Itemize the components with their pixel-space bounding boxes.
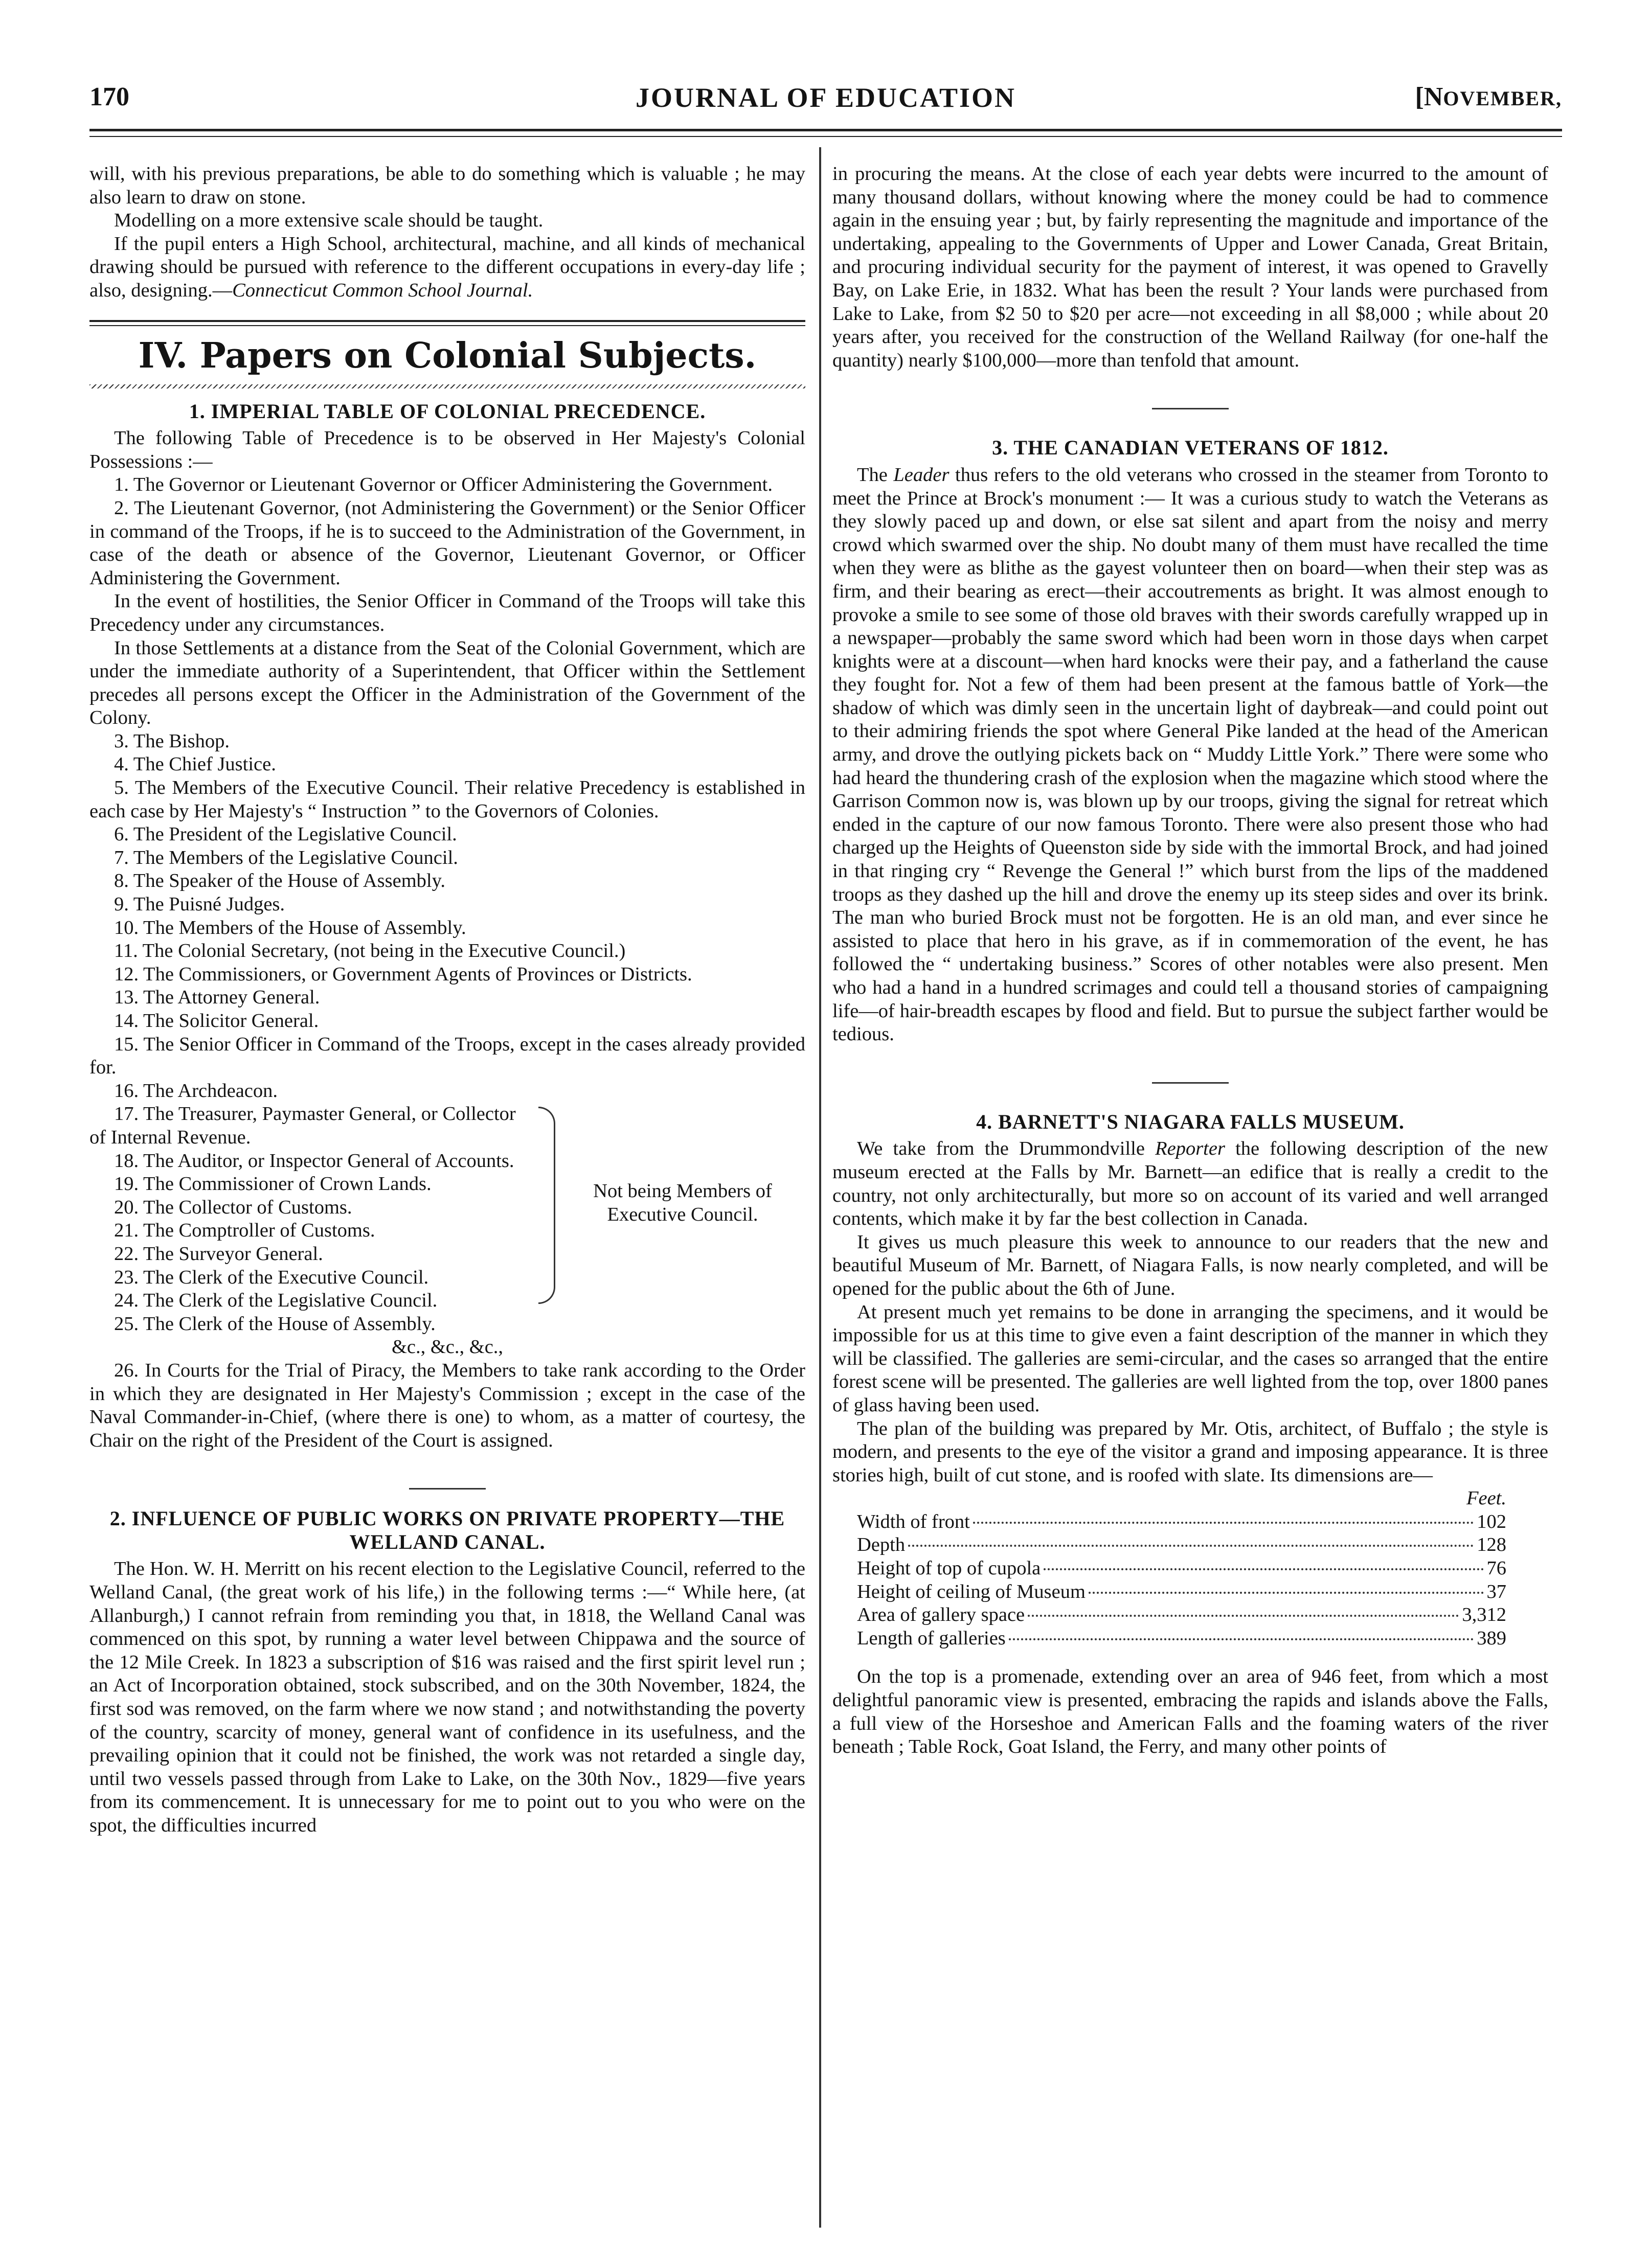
article-4-title: 4. BARNETT'S NIAGARA FALLS MUSEUM. xyxy=(976,1110,1405,1133)
article-3-text: thus refers to the old veterans who crossed in the steamer from Toronto to meet the Prince at Brock's monument :— It was a curious study to watch the Veterans as they slowly paced up and down, or else sat silent and apart from the noisy and merry crowd which swarmed over the ship. No doubt many of them must have recalled the time when they were as blithe as the gayest volunteer then on board—when their step was as firm, and their bearing as erect—their accoutrements as bright. It was almost enough to provoke a smile to see some of those old braves with their swords carefully wrapped up in a newspaper—probably the same sword which had been worn in those days when carpet knights were at a discount—when hard knocks were their pay, and a fatherland the cause they fought for. Not a few of them had been present at the famous battle of York—the shadow of which was dimly seen in the uncertain light of daybreak—and could point out to their admiring friends the spot where General Pike landed at the head of the American army, and drove the outlying pickets back on “ Muddy Little York.” There were some who had heard the thundering crash of the explosion when the magazine which stood where the Garrison Common now is, was blown up by our troops, giving the signal for retreat which ended in the capture of our now famous Toronto. There were also present those who had charged up the Heights of Queenston side by side with the immortal Brock, and had joined in that ringing cry “ Revenge the General !” which burst from the lips of the maddened troops as they dashed up the hill and drove the enemy up its steep sides and over its brink. The man who buried Brock must not be forgotten. He is an old man, and ever since he assisted to place that hero in his grave, as if in commemoration of the event, he has followed the “ undertaking business.” Scores of other notables were also present. Men who had a hand in a hundred scrimages and could tell a thousand stories of campaigning life—of hair-breadth escapes by flood and field. But to pursue the subject farther would be tedious. xyxy=(832,464,1548,1045)
reporter-newspaper-name: Reporter xyxy=(1155,1138,1225,1160)
article-4-paragraph-5: On the top is a promenade, extending over an area of 946 feet, from which a most delightful panoramic view is presented, embracing the rapids and islands above the Falls, a full view of the Horseshoe and American Falls and the foaming waters of the river beneath ; Table Rock, Goat Island, the Ferry, and many other points of xyxy=(832,1666,1548,1758)
bracketed-precedence-group xyxy=(89,1103,805,1266)
article-1-paragraph: 5. The Members of the Executive Council. Their relative Precedency is established in each case by Her Majesty's “ Instruction ” to the Governors of Colonies. xyxy=(89,777,805,822)
article-1-paragraph: 1. The Governor or Lieutenant Governor or Officer Administering the Government. xyxy=(114,474,773,496)
article-1-paragraph: 13. The Attorney General. xyxy=(114,987,320,1009)
article-2-title: 2. INFLUENCE OF PUBLIC WORKS ON PRIVATE PROPERTY—THE WELLAND CANAL. xyxy=(109,1507,785,1553)
dimensions-table xyxy=(857,1487,1506,1650)
dimension-value: 37 xyxy=(1486,1580,1506,1602)
bracketed-item: 18. The Auditor, or Inspector General of Accounts. xyxy=(114,1150,514,1172)
dimension-row xyxy=(857,1627,1506,1651)
etc-line: &c., &c., &c., xyxy=(391,1336,504,1358)
article-4-paragraph-4: The plan of the building was prepared by Mr. Otis, architect, of Buffalo ; the style is modern, and presents to the eye of the visitor a grand and imposing appearance. It is three stories high, built of cut stone, and is roofed with slate. Its dimensions are— xyxy=(832,1417,1548,1486)
issue-month xyxy=(1415,82,1562,112)
article-2-continued: in procuring the means. At the close of each year debts were incurred to the amount of many thousand dollars, without knowing where the money could be had to commence again in the ensuing year ; but, by fairly representing the magnitude and importance of the undertaking, appealing to the Governments of Upper and Lower Canada, Great Britain, and procuring individual security for the payment of interest, it was opened to Gravelly Bay, on Lake Erie, in 1832. What has been the result ? Your lands were purchased from Lake to Lake, from $2 50 to $20 per acre—not exceeding in all $8,000 ; while about 20 years after, you received for the construction of the Welland Railway (for one-half the quantity) nearly $100,000—more than tenfold that amount. xyxy=(832,163,1548,371)
article-1-paragraph: 3. The Bishop. xyxy=(114,730,230,752)
bracket-note: Not being Members of Executive Council. xyxy=(593,1180,772,1226)
page-number: 170 xyxy=(89,82,129,111)
article-4-lead: We take from the Drummondville xyxy=(857,1138,1156,1160)
article-3-paragraph xyxy=(832,464,1548,1046)
article-4-paragraph-3: At present much yet remains to be done in arranging the specimens, and it would be impossible for us at this time to give even a faint description of the manner in which they will be classified. The galleries are semi-circular, and the cases so arranged that the entire forest scene will be presented. The galleries are well lighted from the top, over 1800 panes of glass having been used. xyxy=(832,1301,1548,1416)
dimension-row xyxy=(857,1533,1506,1557)
article-1-paragraph: 15. The Senior Officer in Command of the Troops, except in the cases already provided for. xyxy=(89,1033,805,1079)
article-1-body xyxy=(89,427,805,1452)
article-1-paragraph: 23. The Clerk of the Executive Council. xyxy=(114,1266,429,1288)
dimension-value: 102 xyxy=(1477,1510,1506,1532)
bracketed-item: 22. The Surveyor General. xyxy=(114,1243,323,1265)
article-3-title: 3. THE CANADIAN VETERANS OF 1812. xyxy=(992,436,1389,460)
dimension-row xyxy=(857,1580,1506,1604)
dimension-row xyxy=(857,1557,1506,1580)
dimension-label: Width of front xyxy=(857,1510,970,1532)
article-1-closing: 26. In Courts for the Trial of Piracy, the Members to take rank according to the Order in which they are designated in Her Majesty's Commission ; except in the case of the Naval Commander-in-Chief, (where there is one) to whom, as a matter of courtesy, the Chair on the right of the President of the Court is assigned. xyxy=(89,1359,805,1451)
dimension-label: Height of top of cupola xyxy=(857,1557,1041,1579)
intro-paragraph-3 xyxy=(89,233,805,303)
article-4-paragraph-1 xyxy=(832,1137,1548,1230)
article-1-paragraph: 4. The Chief Justice. xyxy=(114,753,276,775)
article-1-paragraph: The following Table of Precedence is to be observed in Her Majesty's Colonial Possessions :— xyxy=(89,427,805,472)
dimensions-unit: Feet. xyxy=(1466,1487,1506,1509)
right-column xyxy=(832,163,1548,1759)
article-4-text: the following description of the new museum erected at the Falls by Mr. Barnett—an edifice that is really a credit to the country, not only architecturally, but more so on account of its varied and well arranged contents, which make it by far the best collection in Canada. xyxy=(832,1138,1548,1230)
bracketed-item: 21. The Comptroller of Customs. xyxy=(114,1220,375,1242)
dimension-value: 3,312 xyxy=(1462,1604,1506,1626)
article-1-paragraph: 11. The Colonial Secretary, (not being in the Executive Council.) xyxy=(114,940,626,962)
intro-paragraph-1: will, with his previous preparations, be able to do something which is valuable ; he may also learn to draw on stone. xyxy=(89,163,805,208)
section-heading: IV. Papers on Colonial Subjects. xyxy=(138,335,757,376)
article-1-paragraph: 16. The Archdeacon. xyxy=(114,1080,278,1102)
dimension-label: Length of galleries xyxy=(857,1627,1006,1649)
article-3-lead: The xyxy=(857,464,894,486)
page-header xyxy=(89,82,1562,123)
article-1-paragraph: 24. The Clerk of the Legislative Council. xyxy=(114,1290,438,1312)
issue-month-smallcaps: OVEMBER, xyxy=(1443,87,1562,110)
intro-paragraph-2: Modelling on a more extensive scale should be taught. xyxy=(114,210,544,232)
dimension-label: Depth xyxy=(857,1534,906,1556)
intro-paragraph-3-text: If the pupil enters a High School, architectural, machine, and all kinds of mechanical drawing should be pursued with reference to the different occupations in every-day life ; also, designing.— xyxy=(89,233,805,301)
column-divider xyxy=(819,147,821,2228)
brace-icon xyxy=(538,1107,555,1304)
dimension-row xyxy=(857,1510,1506,1534)
dimension-value: 389 xyxy=(1477,1627,1506,1649)
article-1-paragraph: 10. The Members of the House of Assembly. xyxy=(114,917,466,938)
header-rule-bottom xyxy=(89,136,1562,137)
left-column xyxy=(89,163,805,1838)
dimension-label: Height of ceiling of Museum xyxy=(857,1580,1086,1602)
section-rule-top xyxy=(89,320,805,326)
journal-title: JOURNAL OF EDUCATION xyxy=(635,82,1016,113)
dimension-value: 76 xyxy=(1486,1557,1506,1579)
article-1-paragraph: 25. The Clerk of the House of Assembly. xyxy=(114,1313,436,1335)
header-rule-top xyxy=(89,129,1562,131)
leader-newspaper-name: Leader xyxy=(893,464,950,486)
article-2-paragraph: The Hon. W. H. Merritt on his recent election to the Legislative Council, referred to the Welland Canal, (the great work of his life,) in the following terms :—“ While here, (at Allanburgh,) I cannot refrain from reminding you that, in 1818, the Welland Canal was commenced on this spot, by running a water level between Chippawa and the source of the 12 Mile Creek. In 1823 a subscription of $16 was raised and the first spirit level run ; an Act of Incorporation obtained, stock subscribed, and on the 30th November, 1824, the first sod was removed, on the farm where we now stand ; and notwithstanding the poverty of the country, scarcity of money, general want of confidence in its usefulness, and the prevailing opinion that it could not be finished, the work was not retarded a single day, until two vessels passed through from Lake to Lake, on the 30th Nov., 1829—five years from its commencement. It is unnecessary for me to point out to you who were on the spot, the difficulties incurred xyxy=(89,1558,805,1836)
dimension-value: 128 xyxy=(1477,1534,1506,1556)
article-1-paragraph: 7. The Members of the Legislative Council. xyxy=(114,846,458,868)
article-1-paragraph: 12. The Commissioners, or Government Agents of Provinces or Districts. xyxy=(114,963,692,985)
article-1-paragraph: 14. The Solicitor General. xyxy=(114,1010,319,1032)
article-4-paragraph-2: It gives us much pleasure this week to announce to our readers that the new and beautiful Museum of Mr. Barnett, of Niagara Falls, is now nearly completed, and will be opened for the public about the 6th of June. xyxy=(832,1231,1548,1299)
article-1-paragraph: 8. The Speaker of the House of Assembly. xyxy=(114,870,445,892)
bracketed-item: 19. The Commissioner of Crown Lands. xyxy=(114,1173,432,1195)
article-1-paragraph: In the event of hostilities, the Senior Officer in Command of the Troops will take this Precedency under any circumstances. xyxy=(89,590,805,635)
bracketed-item: 20. The Collector of Customs. xyxy=(114,1196,352,1218)
article-1-paragraph: In those Settlements at a distance from the Seat of the Colonial Government, which are under the immediate authority of a Superintendent, that Officer within the Settlement precedes all persons except the Officer in the Administration of the Government of the Colony. xyxy=(89,637,805,729)
section-rule-wavy xyxy=(89,384,805,388)
issue-month-open: [N xyxy=(1415,82,1443,111)
article-1-paragraph: 9. The Puisné Judges. xyxy=(114,894,285,915)
dimension-label: Area of gallery space xyxy=(857,1604,1025,1626)
article-1-paragraph: 2. The Lieutenant Governor, (not Administering the Government) or the Senior Officer in command of the Troops, if he is to succeed to the Administration of the Government, in case of the death or absence of the Governor, Lieutenant Governor, or Officer Administering the Government. xyxy=(89,497,805,589)
dimension-row xyxy=(857,1603,1506,1627)
intro-source: Connecticut Common School Journal. xyxy=(232,279,533,301)
article-1-title: 1. IMPERIAL TABLE OF COLONIAL PRECEDENCE. xyxy=(189,399,706,423)
article-1-paragraph: 6. The President of the Legislative Council. xyxy=(114,823,457,845)
bracketed-item: 17. The Treasurer, Paymaster General, or Collector of Internal Revenue. xyxy=(89,1103,516,1148)
